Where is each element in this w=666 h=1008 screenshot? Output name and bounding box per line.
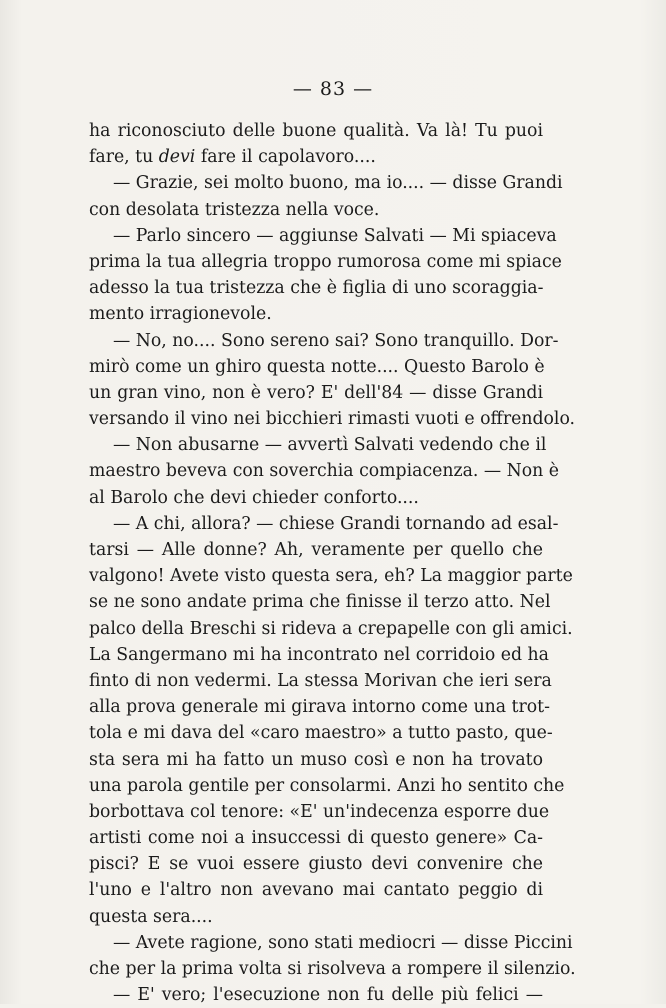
- text-line: [89, 511, 559, 537]
- text-run: prima la tua allegria troppo rumorosa come mi spiace: [89, 251, 562, 272]
- text-line: [89, 825, 543, 851]
- text-run: fare il capolavoro....: [195, 147, 376, 168]
- text-run: con desolata tristezza nella voce.: [89, 199, 380, 220]
- text-run: — Parlo sincero — aggiunse Salvati — Mi spiaceva: [113, 225, 557, 246]
- text-line: [89, 563, 573, 589]
- text-run: artisti come noi a insuccessi di questo genere» Ca-: [89, 828, 543, 849]
- text-line: [89, 904, 543, 930]
- text-line: [89, 694, 550, 720]
- text-run: pisci? E se vuoi essere giusto devi convenire che: [89, 854, 543, 875]
- text-run: maestro beveva con soverchia compiacenza. — Non è: [89, 461, 560, 482]
- text-line: [89, 249, 562, 275]
- text-run: una parola gentile per consolarmi. Anzi ho sentito che: [89, 775, 565, 796]
- text-run: finto di non vedermi. La stessa Morivan che ieri sera: [89, 670, 552, 691]
- text-line: [89, 406, 576, 432]
- text-run: l'uno e l'altro non avevano mai cantato peggio di: [89, 880, 543, 901]
- text-line: [89, 982, 543, 1008]
- text-line: [89, 328, 559, 354]
- text-line: [89, 485, 543, 511]
- text-line: [89, 773, 565, 799]
- text-run: al Barolo che devi chieder conforto....: [89, 487, 419, 508]
- text-line: [89, 720, 553, 746]
- text-line: [89, 354, 543, 380]
- text-line: [89, 877, 543, 903]
- text-run: — A chi, allora? — chiese Grandi tornando ad esal-: [113, 513, 559, 534]
- text-line: [89, 275, 543, 301]
- text-line: [89, 458, 560, 484]
- text-line: [89, 432, 547, 458]
- text-run: mirò come un ghiro questa notte.... Questo Barolo è: [89, 356, 545, 377]
- text-run: La Sangermano mi ha incontrato nel corridoio ed ha: [89, 644, 549, 665]
- text-line: [89, 197, 543, 223]
- text-run: palco della Breschi si rideva a crepapelle con gli amici.: [89, 618, 573, 639]
- text-run: — E' vero; l'esecuzione non fu delle più felici —: [113, 985, 543, 1006]
- text-line: [89, 223, 557, 249]
- text-run: — No, no.... Sono sereno sai? Sono tranquillo. Dor-: [113, 330, 559, 351]
- text-line: [89, 930, 573, 956]
- text-run: versando il vino nei bicchieri rimasti vuoti e offrendolo.: [89, 409, 576, 430]
- text-run: — Non abusarne — avvertì Salvati vedendo che il: [113, 435, 547, 456]
- text-line: [89, 668, 552, 694]
- text-run: alla prova generale mi girava intorno come una trot-: [89, 697, 550, 718]
- text-run: borbottava col tenore: «E' un'indecenza esporre due: [89, 801, 550, 822]
- text-run: adesso la tua tristezza che è figlia di uno scoraggia-: [89, 278, 544, 299]
- text-line: [89, 851, 543, 877]
- text-line: [89, 118, 543, 144]
- text-run: — Grazie, sei molto buono, ma io.... — disse Grandi: [113, 173, 563, 194]
- text-line: [89, 144, 543, 170]
- text-line: [89, 301, 543, 327]
- text-line: [89, 747, 543, 773]
- text-line: [89, 799, 550, 825]
- text-line: [89, 956, 576, 982]
- text-line: [89, 642, 549, 668]
- text-run: sta sera mi ha fatto un muso così e non ha trovato: [89, 749, 543, 770]
- text-line: [89, 537, 543, 563]
- text-run: mento irragionevole.: [89, 304, 272, 325]
- text-run: tarsi — Alle donne? Ah, veramente per quello che: [89, 540, 543, 560]
- text-run: tola e mi dava del «caro maestro» a tutto pasto, que-: [89, 723, 553, 744]
- body-text: [89, 118, 576, 1008]
- text-run: se ne sono andate prima che finisse il terzo atto. Nel: [89, 592, 551, 613]
- text-run: valgono! Avete visto questa sera, eh? La maggior parte: [89, 566, 573, 587]
- text-run: ha riconosciuto delle buone qualità. Va là! Tu puoi: [89, 121, 543, 141]
- text-line: [89, 616, 573, 642]
- text-run: un gran vino, non è vero? E' dell'84 — disse Grandi: [89, 382, 543, 403]
- text-run: fare, tu: [89, 147, 159, 168]
- text-run: che per la prima volta si risolveva a rompere il silenzio.: [89, 959, 576, 979]
- text-line: [89, 589, 551, 615]
- italic-word: devi: [158, 147, 196, 168]
- text-run: questa sera....: [89, 906, 213, 927]
- text-run: — Avete ragione, sono stati mediocri — disse Piccini: [113, 932, 573, 953]
- text-line: [89, 380, 543, 406]
- page-number: — 83 —: [292, 78, 374, 100]
- text-line: [89, 170, 563, 196]
